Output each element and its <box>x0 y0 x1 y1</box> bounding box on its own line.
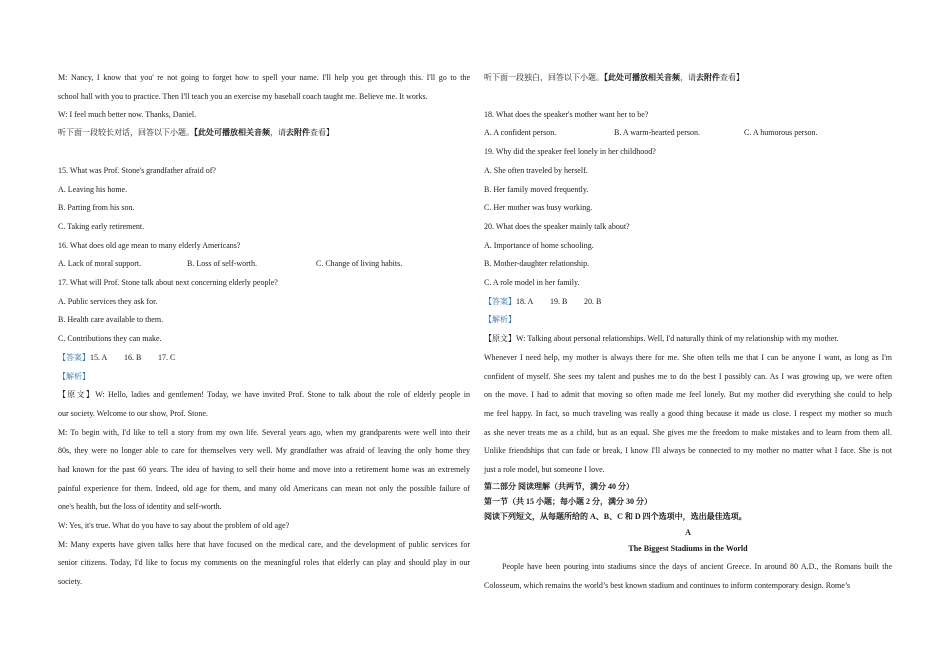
option-18a: A. A confident person. <box>484 128 557 137</box>
option-18c: C. A humorous person. <box>744 128 818 137</box>
analysis-label: 【解析】 <box>58 372 90 381</box>
option-15b: B. Parting from his son. <box>58 203 135 212</box>
transcript-line: one's health, but the loss of identity and self-worth. <box>58 502 222 511</box>
transcript-line: painful experience for them. Indeed, old age for them, and many old Americans can mean not only the possible failure of <box>58 484 470 493</box>
option-16b: B. Loss of self-worth. <box>187 259 257 268</box>
transcript-line: M: To begin with, I'd like to tell a story from my own life. Several years ago, when my grandparents were well into their <box>58 428 470 437</box>
transcript-label: 【原文】 <box>58 390 96 399</box>
transcript-line: Unlike friendships that can fade or break, I know I'll always be connected to my mother no matter what I face. She is not <box>484 446 892 455</box>
option-16a: A. Lack of moral support. <box>58 259 142 268</box>
transcript-line: our society. Welcome to our show, Prof. Stone. <box>58 409 208 418</box>
option-19a: A. She often traveled by herself. <box>484 166 588 175</box>
transcript-line: senior citizens. Today, I'd like to focus my comments on the meaningful roles that elderly can play and should play in our <box>58 558 470 567</box>
passage-line: People have been pouring into stadiums since the days of ancient Greece. In around 80 A.D., the Romans built the <box>502 562 892 571</box>
passage-letter: A <box>685 528 691 537</box>
dialogue-line: W: I feel much better now. Thanks, Daniel. <box>58 110 197 119</box>
question-16: 16. What does old age mean to many elderly Americans? <box>58 241 241 250</box>
transcript-line: society. <box>58 577 83 586</box>
transcript-label: 【原文】 <box>484 334 516 343</box>
option-20c: C. A role model in her family. <box>484 278 580 287</box>
transcript-line: W: Yes, it's true. What do you have to say about the problem of old age? <box>58 521 290 530</box>
options-18 <box>484 128 818 138</box>
option-17c: C. Contributions they can make. <box>58 334 162 343</box>
question-17: 17. What will Prof. Stone talk about next concerning elderly people? <box>58 278 278 287</box>
part-heading: 第二部分 阅读理解（共两节，满分 40 分） <box>484 482 634 491</box>
option-20b: B. Mother-daughter relationship. <box>484 259 590 268</box>
transcript-line: 80s, they were no longer able to care for themselves very well. My grandfather was afraid of leaving the only home they <box>58 446 470 455</box>
listening-instruction: 听下面一段独白，回答以下小题。【此处可播放相关音频，请去附件查看】 <box>484 73 744 82</box>
option-19c: C. Her mother was busy working. <box>484 203 593 212</box>
transcript-line: 【原文】W: Hello, ladies and gentlemen! Today, we have invited Prof. Stone to talk about the role of elderly people in <box>58 390 471 399</box>
option-20a: A. Importance of home schooling. <box>484 241 594 250</box>
option-19b: B. Her family moved frequently. <box>484 185 589 194</box>
option-18b: B. A warm-hearted person. <box>614 128 700 137</box>
question-18: 18. What does the speaker's mother want her to be? <box>484 110 649 119</box>
listening-instruction: 听下面一段较长对话，回答以下小题。【此处可播放相关音频，请去附件查看】 <box>58 128 334 137</box>
transcript-line: 【原文】W: Talking about personal relationships. Well, I'd naturally think of my relationship with my mother. <box>484 334 839 343</box>
transcript-line: as she never treats me as a child, but as an equal. She gives me the freedom to make mistakes and to learn from them all. <box>484 428 892 437</box>
answer-line: 【答案】15. A 16. B 17. C <box>58 353 176 362</box>
answer-line: 【答案】18. A 19. B 20. B <box>484 297 602 306</box>
transcript-line: on the move. I had to admit that moving so often made me feel lonely. But my mother did everything she could to help <box>484 390 892 399</box>
transcript-line: M: Many experts have given talks here that have focused on the medical care, and the development of public services for <box>58 540 470 549</box>
option-17a: A. Public services they ask for. <box>58 297 158 306</box>
transcript-line: just a role model, but someone I love. <box>484 465 605 474</box>
section-heading: 第一节（共 15 小题；每小题 2 分，满分 30 分） <box>484 497 652 506</box>
question-20: 20. What does the speaker mainly talk about? <box>484 222 630 231</box>
transcript-line: confident of myself. She sees my talent and pushes me to do the best I possibly can. As I was growing up, we were often <box>484 372 892 381</box>
dialogue-line: school hall with you to practice. Then I'll teach you an exercise my baseball coach taught me. Believe me. It works. <box>58 92 428 101</box>
reading-instruction: 阅读下列短文，从每题所给的 A、B、C 和 D 四个选项中，选出最佳选项。 <box>484 512 747 521</box>
option-16c: C. Change of living habits. <box>316 259 403 268</box>
transcript-line: Whenever I need help, my mother is always there for me. She often tells me that I can be anyone I want, as long as I'm <box>484 353 892 362</box>
dialogue-line: M: Nancy, I know that you' re not going to forget how to spell your name. I'll help you get through this. I'll go to the <box>58 73 470 82</box>
transcript-line: me feel happy. In fact, so much traveling was really a good thing because it made us close. I respect my mother so much <box>484 409 892 418</box>
question-15: 15. What was Prof. Stone's grandfather afraid of? <box>58 166 216 175</box>
passage-line: Colosseum, which remains the world’s best known stadium and continues to inform contemporary design. Rome’s <box>484 581 851 590</box>
transcript-line: had known for the past 60 years. The idea of having to sell their home and move into a retirement home was an extremely <box>58 465 470 474</box>
question-19: 19. Why did the speaker feel lonely in her childhood? <box>484 147 656 156</box>
answer-label: 【答案】 <box>484 297 516 306</box>
answer-label: 【答案】 <box>58 353 90 362</box>
option-17b: B. Health care available to them. <box>58 315 164 324</box>
passage-title: The Biggest Stadiums in the World <box>628 544 748 553</box>
option-15c: C. Taking early retirement. <box>58 222 145 231</box>
options-16 <box>58 259 402 269</box>
option-15a: A. Leaving his home. <box>58 185 128 194</box>
analysis-label: 【解析】 <box>484 315 516 324</box>
